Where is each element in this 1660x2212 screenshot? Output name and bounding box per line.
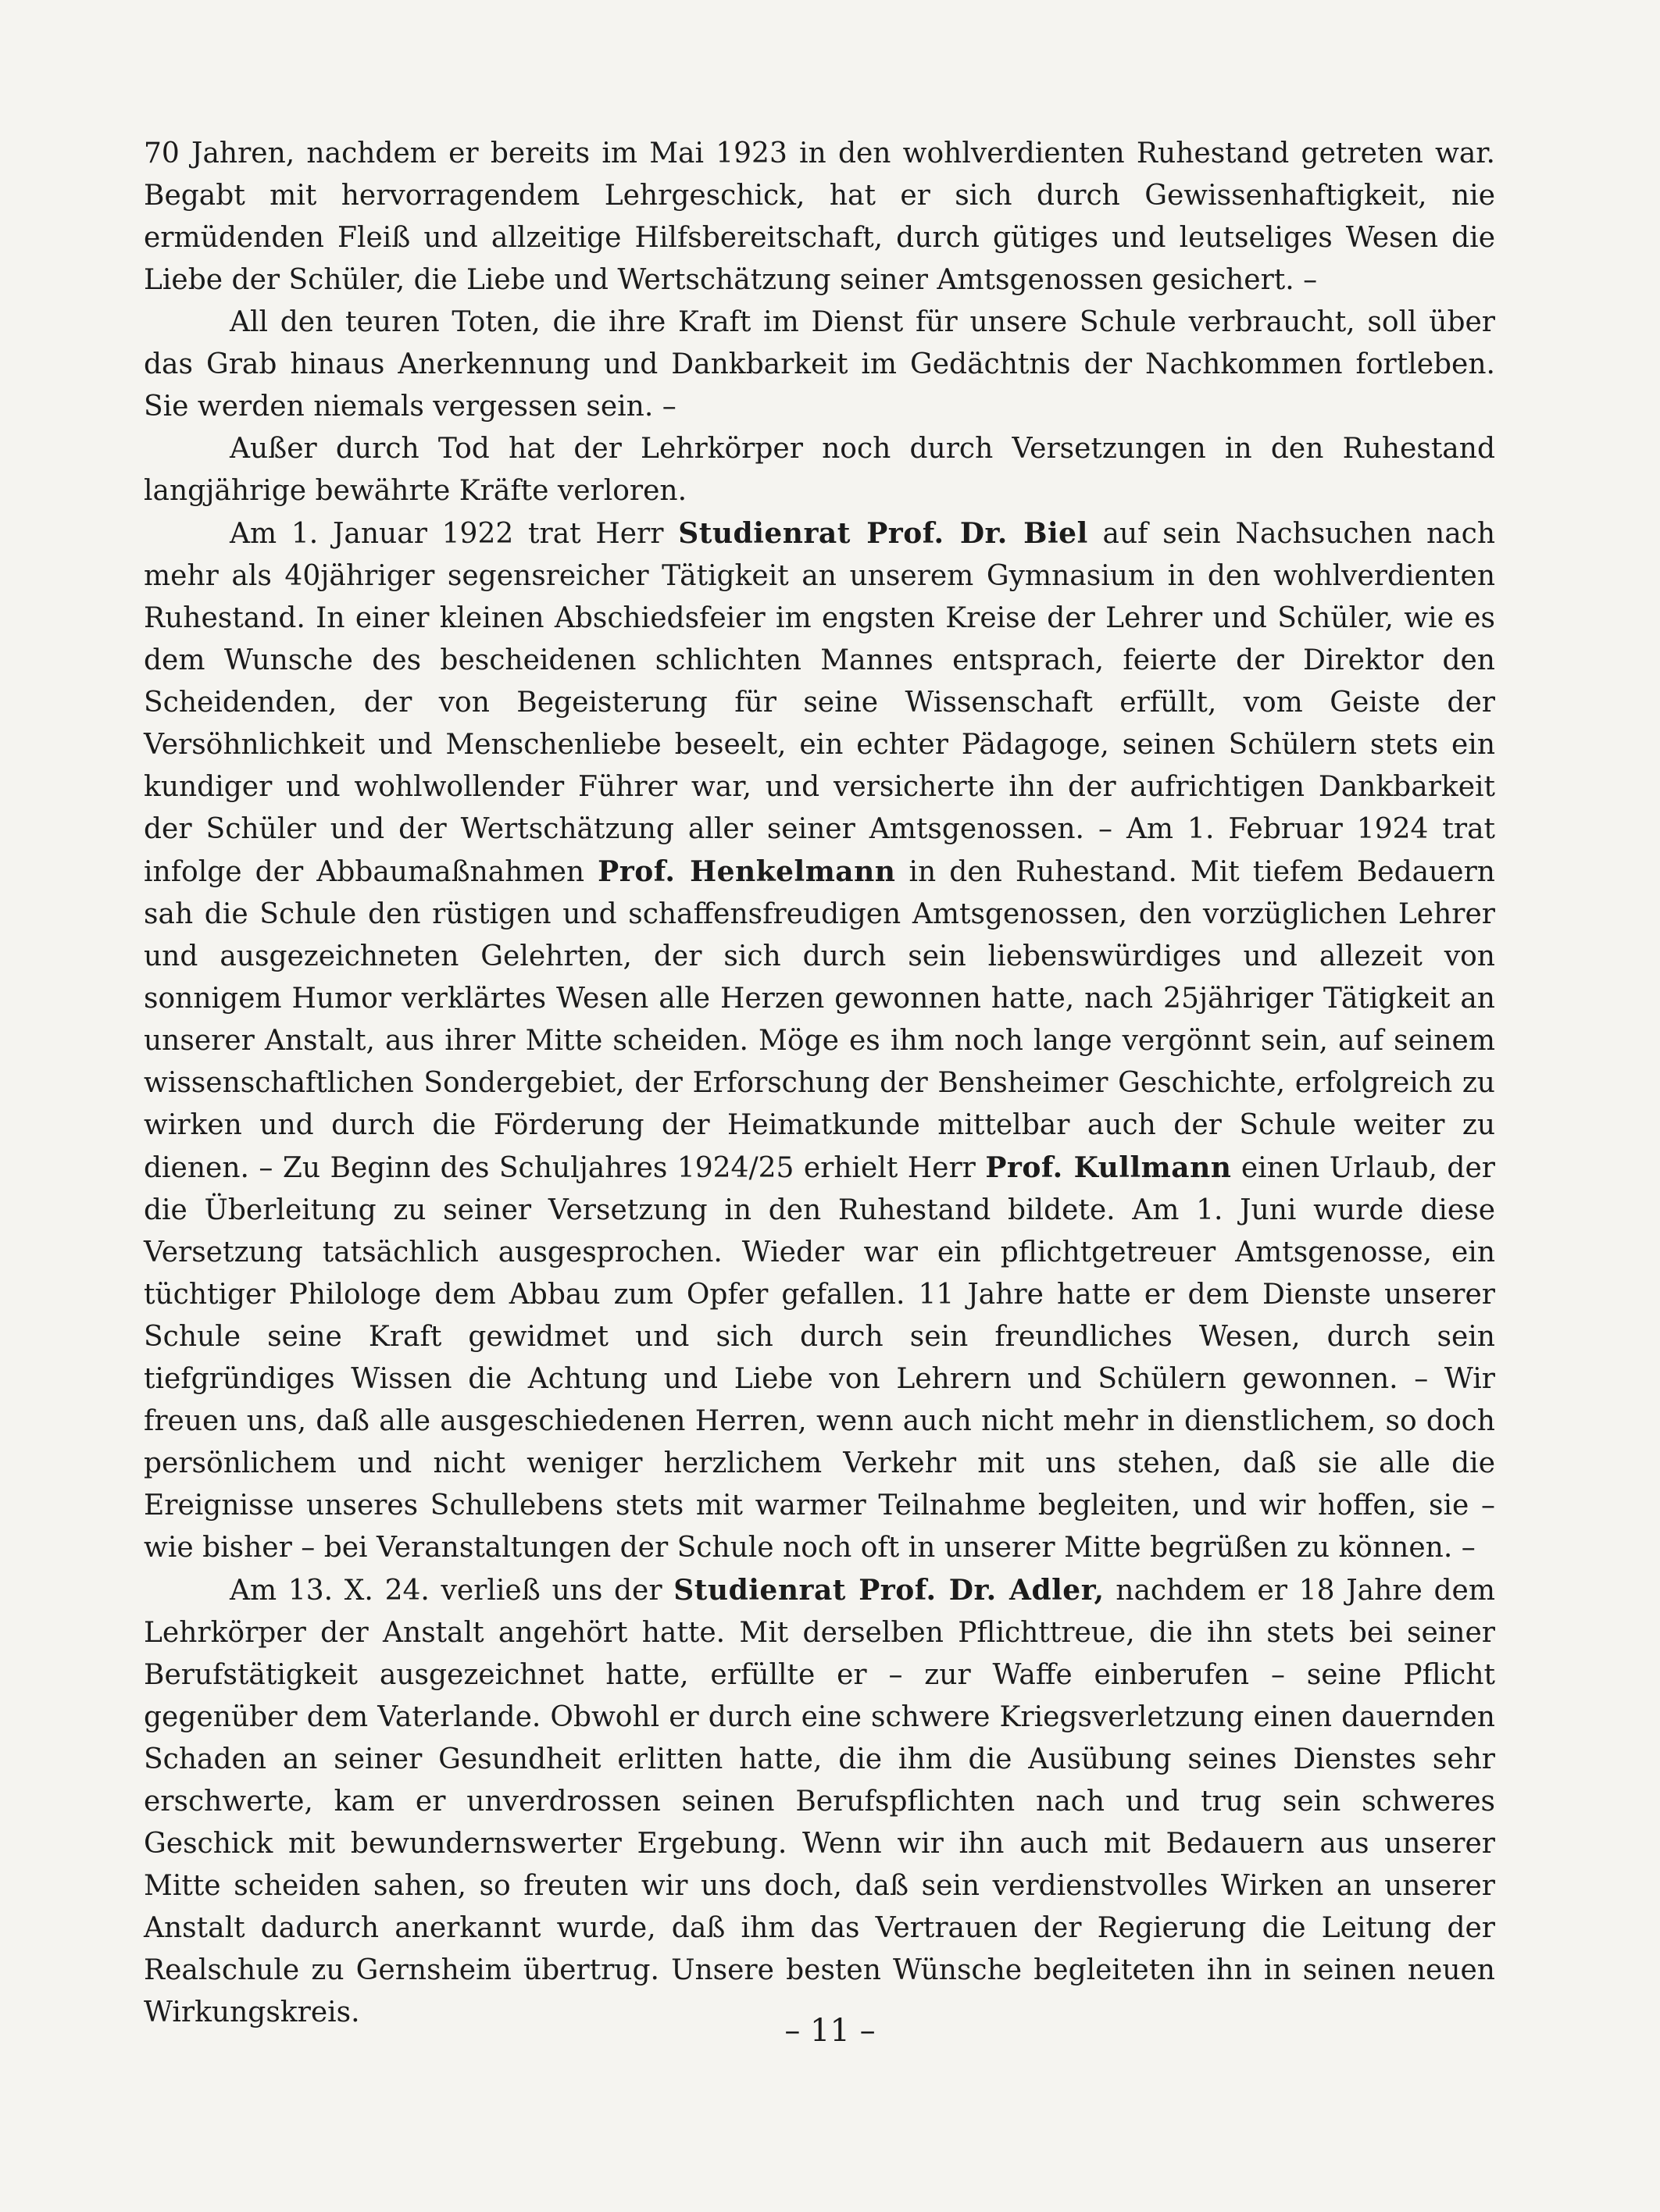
paragraph-4-text-b: auf sein Nachsuchen nach mehr als 40jähriger segensreicher Tätigkeit an unserem Gymnasium in den wohlverdienten Ruhestand. In einer kleinen Abschiedsfeier im engsten Kreise der Lehrer und Schüler, wie es dem Wunsche des bescheidenen schlichten Mannes entsprach, feierte der Direktor den Scheidenden, der von Begeisterung für seine Wissenschaft erfüllt, vom Geiste der Versöhnlichkeit und Menschenliebe beseelt, ein echter Pädagoge, seinen Schülern stets ein kundiger und wohlwollender Führer war, und versicherte ihn der aufrichtigen Dankbarkeit der Schüler und der Wertschätzung aller seiner Amtsgenossen. – Am 1. Februar 1924 trat infolge der Abbaumaßnahmen <box>144 518 1496 888</box>
name-biel: Studienrat Prof. Dr. Biel <box>678 517 1088 550</box>
paragraph-4-text-d: einen Urlaub, der die Überleitung zu seiner Versetzung in den Ruhestand bildete. Am 1. Juni wurde diese Versetzung tatsächlich ausgesprochen. Wieder war ein pflichtgetreuer Amtsgenosse, ein tüchtiger Philologe dem Abbau zum Opfer gefallen. 11 Jahre hatte er dem Dienste unserer Schule seine Kraft gewidmet und sich durch sein freundliches Wesen, durch sein tiefgründiges Wissen die Achtung und Liebe von Lehrern und Schülern gewonnen. – Wir freuen uns, daß alle ausgeschiedenen Herren, wenn auch nicht mehr in dienstlichem, so doch persönlichem und nicht weniger herzlichem Verkehr mit uns stehen, daß sie alle die Ereignisse unseres Schullebens stets mit warmer Teilnahme begleiten, und wir hoffen, sie – wie bisher – bei Veranstaltungen der Schule noch oft in unserer Mitte begrüßen zu können. – <box>144 1152 1495 1564</box>
paragraph-5-text-a: Am 13. X. 24. verließ uns der <box>230 1575 674 1607</box>
paragraph-5-text-b: nachdem er 18 Jahre dem Lehrkörper der Anstalt angehört hatte. Mit derselben Pflichttreue, die ihn stets bei seiner Berufstätigkeit ausgezeichnet hatte, erfüllte er – zur Waffe einberufen – seine Pflicht gegenüber dem Vaterlande. Obwohl er durch eine schwere Kriegsverletzung einen dauernden Schaden an seiner Gesundheit erlitten hatte, die ihm die Ausübung seines Dienstes sehr erschwerte, kam er unverdrossen seinen Berufspflichten nach und trug sein schweres Geschick mit bewundernswerter Ergebung. Wenn wir ihn auch mit Bedauern aus unserer Mitte scheiden sahen, so freuten wir uns doch, daß sein verdienstvolles Wirken an unserer Anstalt dadurch anerkannt wurde, daß ihm das Vertrauen der Regierung die Leitung der Realschule zu Gernsheim übertrug. Unsere besten Wünsche begleiteten ihn in seinen neuen Wirkungskreis. <box>144 1575 1495 2028</box>
name-adler: Studienrat Prof. Dr. Adler, <box>673 1574 1105 1607</box>
paragraph-2-text: All den teuren Toten, die ihre Kraft im Dienst für unsere Schule verbraucht, soll über das Grab hinaus Anerkennung und Dankbarkeit im Gedächtnis der Nachkommen fortleben. Sie werden niemals vergessen sein. – <box>144 306 1495 423</box>
name-henkelmann: Prof. Henkelmann <box>598 855 896 888</box>
paragraph-4 <box>144 512 1495 1569</box>
paragraph-3 <box>144 428 1495 512</box>
page-number: – 11 – <box>784 2013 876 2049</box>
paragraph-3-text: Außer durch Tod hat der Lehrkörper noch durch Versetzungen in den Ruhestand langjährige bewährte Kräfte verloren. <box>144 433 1495 507</box>
body-text <box>144 133 1495 2034</box>
paragraph-continuation <box>144 133 1495 2034</box>
paragraph-1 <box>144 133 1495 301</box>
paragraph-5 <box>144 1569 1495 2034</box>
paragraph-1-text: 70 Jahren, nachdem er bereits im Mai 1923 in den wohlverdienten Ruhestand getreten war. Begabt mit hervorragendem Lehrgeschick, hat er sich durch Gewissenhaftigkeit, nie ermüdenden Fleiß und allzeitige Hilfsbereitschaft, durch gütiges und leutseliges Wesen die Liebe der Schüler, die Liebe und Wertschätzung seiner Amtsgenossen gesichert. – <box>144 137 1495 296</box>
paragraph-4-text-a: Am 1. Januar 1922 trat Herr <box>230 518 679 550</box>
paragraph-4-text-c: in den Ruhestand. Mit tiefem Bedauern sah die Schule den rüstigen und schaffensfreudigen Amtsgenossen, den vorzüglichen Lehrer und ausgezeichneten Gelehrten, der sich durch sein liebenswürdiges und allezeit von sonnigem Humor verklärtes Wesen alle Herzen gewonnen hatte, nach 25jähriger Tätigkeit an unserer Anstalt, aus ihrer Mitte scheiden. Möge es ihm noch lange vergönnt sein, auf seinem wissenschaftlichen Sondergebiet, der Erforschung der Bensheimer Geschichte, erfolgreich zu wirken und durch die Förderung der Heimatkunde mittelbar auch der Schule weiter zu dienen. – Zu Beginn des Schuljahres 1924/25 erhielt Herr <box>144 856 1495 1184</box>
name-kullmann: Prof. Kullmann <box>985 1151 1232 1184</box>
paragraph-2 <box>144 301 1495 428</box>
